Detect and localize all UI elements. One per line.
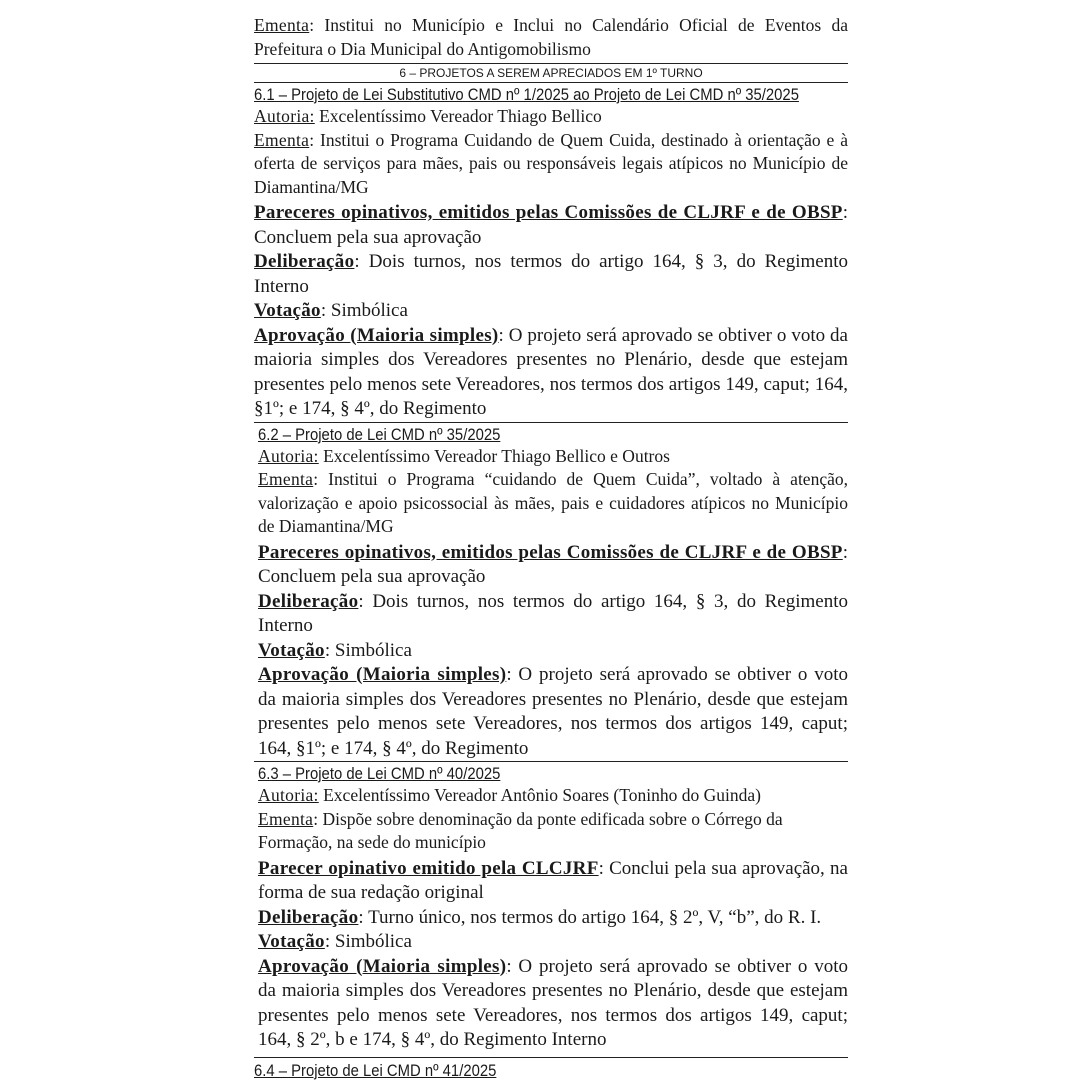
deliberacao-text: : Dois turnos, nos termos do artigo 164, § 3, do Regimento Interno <box>258 590 848 636</box>
ementa <box>258 808 848 855</box>
deliberacao-label: Deliberação <box>254 251 355 272</box>
parecer-text: : Conclui pela sua aprovação, na forma de sua redação original <box>258 857 848 903</box>
project-6-3 <box>258 764 848 1053</box>
ementa-text: : Institui o Programa “cuidando de Quem Cuida”, voltado à atenção, valorização e apoio psicossocial às mães, pais e cuidadores atípicos no Município de Diamantina/MG <box>258 469 848 536</box>
intro-block <box>254 14 848 61</box>
votacao-text: : Simbólica <box>324 931 412 952</box>
votacao-text: : Simbólica <box>324 639 412 661</box>
divider <box>254 82 848 83</box>
autoria-text: Excelentíssimo Vereador Thiago Bellico e Outros <box>318 445 670 466</box>
ementa-label: Ementa <box>254 15 310 35</box>
autoria <box>258 445 848 469</box>
ementa-label: Ementa <box>258 469 314 489</box>
deliberacao-label: Deliberação <box>258 590 359 612</box>
deliberacao-label: Deliberação <box>258 906 359 928</box>
project-title: 6.2 – Projeto de Lei CMD nº 35/2025 <box>258 425 501 444</box>
section-title: 6 – PROJETOS A SEREM APRECIADOS EM 1º TURNO <box>399 66 703 80</box>
votacao-label: Votação <box>254 300 321 321</box>
votacao <box>258 930 848 955</box>
ementa-label: Ementa <box>254 129 310 150</box>
aprovacao <box>258 955 848 1053</box>
aprovacao-text: : O projeto será aprovado se obtiver o voto da maioria simples dos Vereadores presentes no Plenário, desde que estejam presentes pelo menos sete Vereadores, nos termos dos artigos 149, caput; 164, § 2º, b e 174, § 4º, do Regimento Interno <box>258 955 848 1050</box>
divider <box>254 761 848 762</box>
parecer-label: Pareceres opinativos, emitidos pelas Comissões de CLJRF e de OBSP <box>254 202 843 223</box>
autoria-text: Excelentíssimo Vereador Thiago Bellico <box>314 106 602 126</box>
autoria-label: Autoria: <box>254 106 315 126</box>
parecer <box>258 541 848 590</box>
intro-ementa <box>254 14 848 61</box>
aprovacao <box>258 663 848 761</box>
project-title: 6.3 – Projeto de Lei CMD nº 40/2025 <box>258 765 501 783</box>
aprovacao-label: Aprovação (Maioria simples) <box>258 955 507 977</box>
autoria-label: Autoria: <box>258 445 319 466</box>
deliberacao-text: : Dois turnos, nos termos do artigo 164, § 3, do Regimento Interno <box>254 251 848 297</box>
parecer-text: : Concluem pela sua aprovação <box>258 541 848 587</box>
aprovacao <box>254 324 848 422</box>
autoria-text: Excelentíssimo Vereador Antônio Soares (Toninho do Guinda) <box>318 785 761 805</box>
divider <box>254 422 848 423</box>
ementa-text: : Institui no Município e Inclui no Calendário Oficial de Eventos da Prefeitura o Dia Municipal do Antigomobilismo <box>254 15 848 59</box>
votacao-label: Votação <box>258 931 325 952</box>
votacao <box>258 639 848 664</box>
aprovacao-label: Aprovação (Maioria simples) <box>254 324 499 346</box>
ementa-text: : Institui o Programa Cuidando de Quem Cuida, destinado à orientação e à oferta de serviços para mães, pais ou responsáveis legais atípicos no Município de Diamantina/MG <box>254 129 848 197</box>
votacao-label: Votação <box>258 639 325 661</box>
ementa <box>254 129 848 200</box>
project-6-4 <box>254 1061 848 1081</box>
aprovacao-text: : O projeto será aprovado se obtiver o voto da maioria simples dos Vereadores presentes no Plenário, desde que estejam presentes pelo menos sete Vereadores, nos termos dos artigos 149, caput; 164, §1º; e 174, § 4º, do Regimento <box>254 324 848 419</box>
document-page <box>254 14 848 1081</box>
ementa <box>258 468 848 539</box>
deliberacao <box>254 250 848 299</box>
parecer-label: Parecer opinativo emitido pela CLCJRF <box>258 857 599 879</box>
votacao <box>254 299 848 324</box>
deliberacao <box>258 906 848 931</box>
ementa-text: : Dispõe sobre denominação da ponte edificada sobre o Córrego da Formação, na sede do município <box>258 808 783 852</box>
aprovacao-label: Aprovação (Maioria simples) <box>258 664 507 685</box>
autoria <box>254 105 848 129</box>
project-title: 6.1 – Projeto de Lei Substitutivo CMD nº 1/2025 ao Projeto de Lei CMD nº 35/2025 <box>254 86 799 104</box>
parecer <box>254 201 848 250</box>
autoria <box>258 784 848 808</box>
divider <box>254 1057 848 1058</box>
deliberacao-text: : Turno único, nos termos do artigo 164, § 2º, V, “b”, do R. I. <box>358 906 822 928</box>
ementa-label: Ementa <box>258 808 314 829</box>
aprovacao-text: : O projeto será aprovado se obtiver o voto da maioria simples dos Vereadores presentes no Plenário, desde que estejam presentes pelo menos sete Vereadores, nos termos dos artigos 149, caput; 164, §1º; e 174, § 4º, do Regimento <box>258 664 848 759</box>
votacao-text: : Simbólica <box>320 300 408 321</box>
deliberacao <box>258 590 848 639</box>
parecer-text: : Concluem pela sua aprovação <box>254 202 848 248</box>
autoria-label: Autoria: <box>258 785 319 805</box>
project-6-2 <box>258 425 848 762</box>
divider <box>254 63 848 64</box>
project-title: 6.4 – Projeto de Lei CMD nº 41/2025 <box>254 1061 497 1080</box>
project-6-1 <box>254 85 848 422</box>
parecer <box>258 857 848 906</box>
parecer-label: Pareceres opinativos, emitidos pelas Comissões de CLJRF e de OBSP <box>258 541 843 563</box>
